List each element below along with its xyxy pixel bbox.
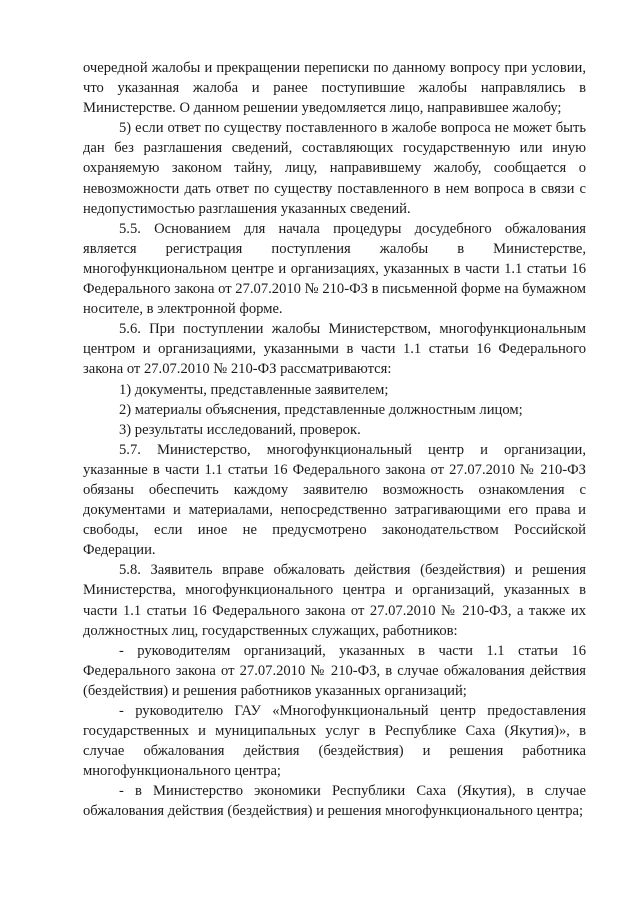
paragraph-continuation: очередной жалобы и прекращении переписки по данному вопросу при условии, что указанная жалоба и ранее поступившие жалобы направлялись в Министерстве. О данном решении уведомляется лицо, направившее жалобу;	[83, 60, 586, 117]
paragraph-5-5: 5.5. Основанием для начала процедуры досудебного обжалования является регистрация поступления жалобы в Министерстве, многофункциональном центре и организациях, указанных в части 1.1 статьи 16 Федерального закона от 27.07.2010 № 210-ФЗ в письменной форме на бумажном носителе, в электронной форме.	[83, 220, 586, 318]
list-item-3: 3) результаты исследований, проверок.	[119, 421, 361, 438]
paragraph-5-8: 5.8. Заявитель вправе обжаловать действия (бездействия) и решения Министерства, многофункционального центра и организаций, указанных в части 1.1 статьи 16 Федерального закона от 27.07.2010 № 210-ФЗ, а также их должностных лиц, государственных служащих, работников:	[83, 562, 586, 639]
paragraph-5-7: 5.7. Министерство, многофункциональный центр и организации, указанные в части 1.1 статьи 16 Федерального закона от 27.07.2010 № 210-ФЗ обязаны обеспечить каждому заявителю возможность ознакомления с документами и материалами, непосредственно затрагивающими его права и свободы, если иное не предусмотрено законодательством Российской Федерации.	[83, 441, 586, 559]
dash-item-ministry-economy: - в Министерство экономики Республики Саха (Якутия), в случае обжалования действия (бездействия) и решения многофункционального центра;	[83, 783, 586, 820]
paragraph-5-6: 5.6. При поступлении жалобы Министерством, многофункциональным центром и организациями, указанными в части 1.1 статьи 16 Федерального закона от 27.07.2010 № 210-ФЗ рассматриваются:	[83, 321, 586, 378]
dash-item-gau-mfc: - руководителю ГАУ «Многофункциональный центр предоставления государственных и муниципальных услуг в Республике Саха (Якутия)», в случае обжалования действия (бездействия) и решения работника многофункционального центра;	[83, 703, 586, 780]
list-item-1: 1) документы, представленные заявителем;	[119, 381, 389, 398]
list-item-2: 2) материалы объяснения, представленные должностным лицом;	[119, 401, 523, 418]
document-body	[83, 58, 586, 822]
dash-item-organizations: - руководителям организаций, указанных в части 1.1 статьи 16 Федерального закона от 27.07.2010 № 210-ФЗ, в случае обжалования действия (бездействия) и решения работников указанных организаций;	[83, 642, 586, 699]
paragraph-item-5: 5) если ответ по существу поставленного в жалобе вопроса не может быть дан без разглашения сведений, составляющих государственную или иную охраняемую законом тайну, лицу, направившему жалобу, сообщается о невозможности дать ответ по существу поставленного в нем вопроса в связи с недопустимостью разглашения указанных сведений.	[83, 120, 586, 217]
